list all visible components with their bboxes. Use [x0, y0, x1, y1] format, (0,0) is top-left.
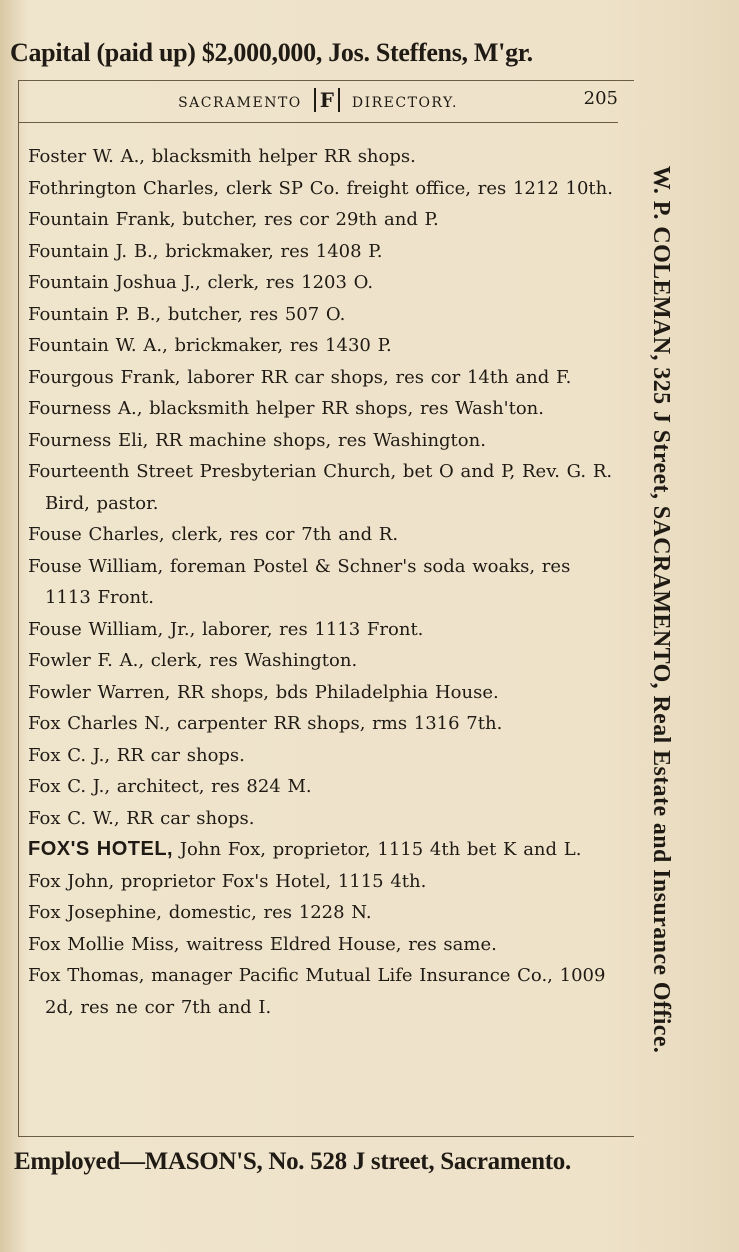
entry-text: Fox C. J., RR car shops.	[28, 744, 245, 766]
directory-entry	[28, 740, 620, 772]
entry-text: Fountain J. B., brickmaker, res 1408 P.	[28, 240, 383, 262]
directory-entry	[28, 771, 620, 803]
directory-entry	[28, 834, 620, 866]
entry-text: Fountain W. A., brickmaker, res 1430 P.	[28, 335, 392, 356]
top-advertisement: Capital (paid up) $2,000,000, Jos. Steffens, M'gr.	[10, 38, 533, 67]
entry-text: Fothrington Charles, clerk SP Co. freight office, res 1212 10th.	[28, 177, 613, 199]
entry-text: Fouse William, foreman Postel & Schner's soda woaks, res 1113 Front.	[28, 555, 571, 608]
entry-text: Fowler Warren, RR shops, bds Philadelphia House.	[28, 681, 499, 703]
directory-entry	[28, 519, 620, 551]
page-number: 205	[583, 88, 618, 109]
directory-entry	[28, 330, 620, 362]
entry-text: Fox Mollie Miss, waitress Eldred House, res same.	[28, 933, 497, 955]
entry-text: Fox Charles N., carpenter RR shops, rms 1316 7th.	[28, 713, 503, 734]
header-title	[18, 88, 618, 112]
entry-text: Fountain Frank, butcher, res cor 29th and P.	[28, 209, 439, 230]
directory-entry	[28, 960, 620, 1023]
directory-entry	[28, 393, 620, 425]
entry-text: Fountain P. B., butcher, res 507 O.	[28, 303, 346, 325]
directory-entry	[28, 551, 620, 614]
entry-text: Fouse Charles, clerk, res cor 7th and R.	[28, 524, 399, 545]
directory-entry	[28, 236, 620, 268]
directory-entries	[28, 141, 620, 1023]
entry-text: Fowler F. A., clerk, res Washington.	[28, 650, 358, 671]
directory-entry	[28, 677, 620, 709]
entry-text: Fourness A., blacksmith helper RR shops, res Wash'ton.	[28, 398, 545, 419]
directory-entry	[28, 897, 620, 929]
entry-text: Fox C. J., architect, res 824 M.	[28, 776, 312, 797]
header-city: SACRAMENTO	[178, 95, 302, 111]
entry-text: Fourgous Frank, laborer RR car shops, res cor 14th and F.	[28, 366, 572, 388]
directory-entry	[28, 456, 620, 519]
directory-entry	[28, 803, 620, 835]
entry-text: Fox John, proprietor Fox's Hotel, 1115 4th.	[28, 870, 427, 892]
entry-text: Foster W. A., blacksmith helper RR shops.	[28, 146, 416, 167]
directory-entry	[28, 866, 620, 898]
entry-business-name: FOX'S HOTEL,	[28, 838, 174, 860]
entry-text: Fountain Joshua J., clerk, res 1203 O.	[28, 272, 374, 293]
side-advertisement: W. P. COLEMAN, 325 J Street, SACRAMENTO, Real Estate and Insurance Office.	[648, 165, 674, 1054]
entry-text: Fourness Eli, RR machine shops, res Washington.	[28, 429, 486, 451]
entry-text: Fox C. W., RR car shops.	[28, 807, 255, 829]
directory-entry	[28, 267, 620, 299]
directory-entry	[28, 141, 620, 173]
entry-text: Fox Josephine, domestic, res 1228 N.	[28, 902, 372, 923]
bottom-advertisement: Employed—MASON'S, No. 528 J street, Sacramento.	[14, 1148, 571, 1175]
entry-text: Fourteenth Street Presbyterian Church, bet O and P, Rev. G. R. Bird, pastor.	[28, 461, 613, 514]
directory-entry	[28, 614, 620, 646]
entry-text: John Fox, proprietor, 1115 4th bet K and L.	[173, 839, 582, 860]
header-letter: F	[314, 88, 340, 112]
directory-entry	[28, 299, 620, 331]
directory-entry	[28, 173, 620, 205]
directory-entry	[28, 929, 620, 961]
side-advertisement-container	[630, 72, 680, 1147]
page-header	[18, 82, 618, 123]
directory-entry	[28, 362, 620, 394]
entry-text: Fox Thomas, manager Pacific Mutual Life Insurance Co., 1009 2d, res ne cor 7th and I.	[28, 965, 606, 1018]
directory-entry	[28, 708, 620, 740]
directory-entry	[28, 645, 620, 677]
directory-entry	[28, 204, 620, 236]
header-directory: DIRECTORY.	[351, 95, 458, 111]
directory-entry	[28, 425, 620, 457]
entry-text: Fouse William, Jr., laborer, res 1113 Front.	[28, 618, 424, 640]
